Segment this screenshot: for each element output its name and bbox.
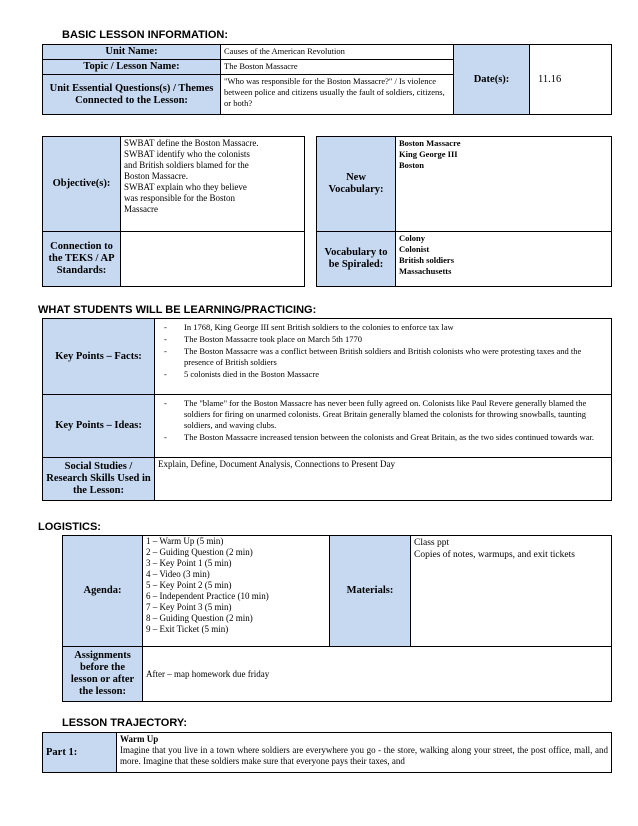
objective-line: Boston Massacre.: [124, 171, 188, 181]
objective-line: and British soldiers blamed for the: [124, 160, 249, 170]
objective-line: Massacre: [124, 204, 158, 214]
vocab-item: Boston Massacre: [399, 138, 461, 148]
assignments-label: Assignments before the lesson or after the lesson:: [63, 647, 143, 702]
skills-label: Social Studies / Research Skills Used in the Lesson:: [43, 458, 155, 501]
logistics-table: [62, 535, 612, 702]
teks-value: [121, 232, 305, 287]
part1-text: Imagine that you live in a town where soldiers are everywhere you go - the store, walking along your street, the post office, mall, and more. Imagine that these soldiers make sure that everyone pays their taxes, and: [120, 745, 608, 766]
spiraled-vocab-label: Vocabulary to be Spiraled:: [317, 232, 396, 287]
spacer: [305, 232, 317, 287]
fact-item: - The Boston Massacre took place on March 5th 1770: [184, 334, 608, 345]
fact-item: - The Boston Massacre was a conflict between British soldiers and British colonists who were protesting taxes and the presence of British soldiers: [184, 346, 608, 368]
spacer: [305, 137, 317, 232]
objective-line: SWBAT explain who they believe: [124, 182, 247, 192]
objective-label: Objective(s):: [43, 137, 121, 232]
agenda-item: 7 – Key Point 3 (5 min): [146, 602, 232, 612]
section-trajectory-title: LESSON TRAJECTORY:: [62, 717, 188, 729]
fact-item: - 5 colonists died in the Boston Massacre: [184, 369, 608, 380]
part1-content: [117, 733, 612, 773]
agenda-item: 5 – Key Point 2 (5 min): [146, 580, 232, 590]
facts-list: [158, 322, 608, 380]
basic-info-table: [42, 44, 612, 115]
agenda-list: [143, 536, 330, 647]
objective-line: SWBAT identify who the colonists: [124, 149, 250, 159]
vocab-item: King George III: [399, 149, 458, 159]
objective-line: SWBAT define the Boston Massacre.: [124, 138, 259, 148]
essential-questions-label: Unit Essential Questions(s) / Themes Connected to the Lesson:: [43, 75, 221, 115]
unit-name-label: Unit Name:: [43, 45, 221, 60]
agenda-item: 9 – Exit Ticket (5 min): [146, 624, 229, 634]
fact-item: - In 1768, King George III sent British soldiers to the colonies to enforce tax law: [184, 322, 608, 333]
vocab-item: Boston: [399, 160, 425, 170]
ideas-list: [158, 398, 608, 443]
section-logistics-title: LOGISTICS:: [38, 521, 101, 533]
vocab-item: British soldiers: [399, 255, 455, 265]
teks-label: Connection to the TEKS / AP Standards:: [43, 232, 121, 287]
assignments-value: After – map homework due friday: [143, 647, 612, 702]
idea-item: - The "blame" for the Boston Massacre has never been fully agreed on. Colonists like Paul Revere generally blamed the soldiers for firing on unarmed colonists. Great Britain generally blamed the colonists for throwing snowballs, taunting soldiers, and waving clubs.: [184, 398, 608, 431]
objectives-table: [42, 136, 612, 287]
new-vocab-list: [396, 137, 612, 232]
objective-list: [121, 137, 305, 232]
facts-cell: [155, 319, 612, 395]
spiraled-vocab-list: [396, 232, 612, 287]
topic-label: Topic / Lesson Name:: [43, 60, 221, 75]
skills-value: Explain, Define, Document Analysis, Connections to Present Day: [155, 458, 612, 501]
materials-label: Materials:: [330, 536, 411, 647]
agenda-item: 8 – Guiding Question (2 min): [146, 613, 253, 623]
agenda-label: Agenda:: [63, 536, 143, 647]
section-basic-title: BASIC LESSON INFORMATION:: [62, 29, 229, 41]
part1-title: Warm Up: [120, 734, 159, 744]
unit-name-value: Causes of the American Revolution: [221, 45, 454, 60]
material-item: Copies of notes, warmups, and exit tickets: [414, 550, 575, 560]
agenda-item: 4 – Video (3 min): [146, 569, 210, 579]
topic-value: The Boston Massacre: [221, 60, 454, 75]
vocab-item: Colony: [399, 233, 425, 243]
essential-questions-value: "Who was responsible for the Boston Massacre?" / Is violence between police and citizens usually the fault of soldiers, citizens, or both?: [221, 75, 454, 115]
ideas-label: Key Points – Ideas:: [43, 395, 155, 458]
objective-line: was responsible for the Boston: [124, 193, 235, 203]
date-label: Date(s):: [454, 45, 530, 115]
trajectory-table: [42, 732, 612, 773]
materials-list: [411, 536, 612, 647]
part1-label: Part 1:: [43, 733, 117, 773]
vocab-item: Massachusetts: [399, 266, 452, 276]
new-vocab-label: New Vocabulary:: [317, 137, 396, 232]
section-learning-title: WHAT STUDENTS WILL BE LEARNING/PRACTICING:: [38, 304, 317, 316]
idea-item: - The Boston Massacre increased tension between the colonists and Great Britain, as the two sides continued towards war.: [184, 432, 608, 443]
agenda-item: 3 – Key Point 1 (5 min): [146, 558, 232, 568]
facts-label: Key Points – Facts:: [43, 319, 155, 395]
vocab-item: Colonist: [399, 244, 430, 254]
agenda-item: 6 – Independent Practice (10 min): [146, 591, 269, 601]
date-value: 11.16: [530, 45, 612, 115]
agenda-item: 1 – Warm Up (5 min): [146, 536, 224, 546]
learning-table: [42, 318, 612, 501]
ideas-cell: [155, 395, 612, 458]
agenda-item: 2 – Guiding Question (2 min): [146, 547, 253, 557]
material-item: Class ppt: [414, 538, 450, 548]
